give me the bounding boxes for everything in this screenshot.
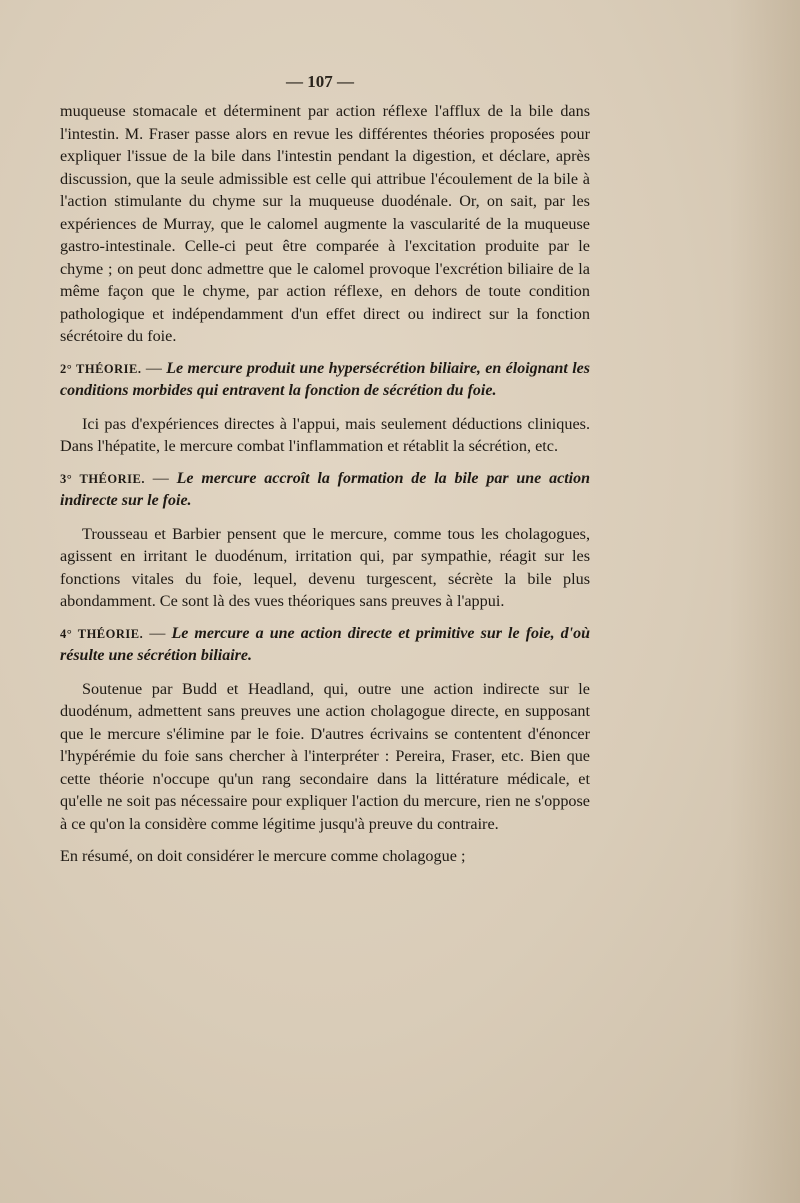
paragraph-theory-3: Trousseau et Barbier pensent que le mercure, comme tous les cholagogues, agissent en irritant le duodénum, irritation qui, par sympathie, réagit sur les fonctions vitales du foie, lequel, devenu turgescent, sécrète la bile plus abondamment. Ce sont là des vues théoriques sans preuves à l'appui. [60,524,590,610]
theory-4-title: Le mercure a une action directe et primitive sur le foie, d'où résulte une sécrétion biliaire. [60,624,591,664]
theory-4-label: 4° THÉORIE. [60,626,144,641]
paragraph-theory-2: Ici pas d'expériences directes à l'appui, mais seulement déductions cliniques. Dans l'hépatite, le mercure combat l'inflammation et rétablit la sécrétion, etc. [60,414,590,455]
page-edge-shadow [730,0,800,1203]
page-number: — 107 — [286,72,354,91]
paragraph-theory-4: Soutenue par Budd et Headland, qui, outre une action indirecte sur le duodénum, admettent sans preuves une action cholagogue directe, en supposant que le mercure s'élimine par le foie. D'autres écrivains se contentent d'énoncer l'hypérémie du foie sans chercher à l'interpréter : Pereira, Fraser, etc. Bien que cette théorie n'occupe qu'un rang secondaire dans la littérature médicale, et qu'elle ne soit pas nécessaire pour expliquer l'action du mercure, rien ne s'oppose à ce qu'on la considère comme légitime jusqu'à preuve du contraire. [60,679,590,833]
paragraph-summary: En résumé, on doit considérer le mercure comme cholagogue ; [60,847,466,865]
paragraph-fraser: muqueuse stomacale et déterminent par action réflexe l'afflux de la bile dans l'intestin. M. Fraser passe alors en revue les différentes théories proposées pour expliquer l'issue de la bile dans l'intestin pendant la digestion, et déclare, après discussion, que la seule admissible est celle qui attribue l'écoulement de la bile à l'action stimulante du chyme sur la muqueuse duodénale. Or, on sait, par les expériences de Murray, que le calomel augmente la vascularité de la muqueuse gastro-intestinale. Celle-ci peut être comparée à l'excitation produite par le chyme ; on peut donc admettre que le calomel provoque l'excrétion biliaire de la même façon que le chyme, par action réflexe, en dehors de toute condition pathologique et indépendamment d'un effet direct ou indirect sur la fonction sécrétoire du foie. [60,102,590,345]
body-text [60,100,590,868]
theory-2-label: 2° THÉORIE. [60,361,142,376]
theory-3-heading: 3° THÉORIE. — Le mercure accroît la formation de la bile par une action indirecte sur le foie. [60,469,591,509]
theory-2-title: Le mercure produit une hypersécrétion biliaire, en éloignant les conditions morbides qui entravent la fonction de sécrétion du foie. [60,359,591,399]
theory-4-heading: 4° THÉORIE. — Le mercure a une action directe et primitive sur le foie, d'où résulte une sécrétion biliaire. [60,624,591,664]
theory-3-title: Le mercure accroît la formation de la bile par une action indirecte sur le foie. [60,469,591,509]
theory-2-heading: 2° THÉORIE. — Le mercure produit une hypersécrétion biliaire, en éloignant les conditions morbides qui entravent la fonction de sécrétion du foie. [60,359,591,399]
theory-3-label: 3° THÉORIE. [60,471,145,486]
